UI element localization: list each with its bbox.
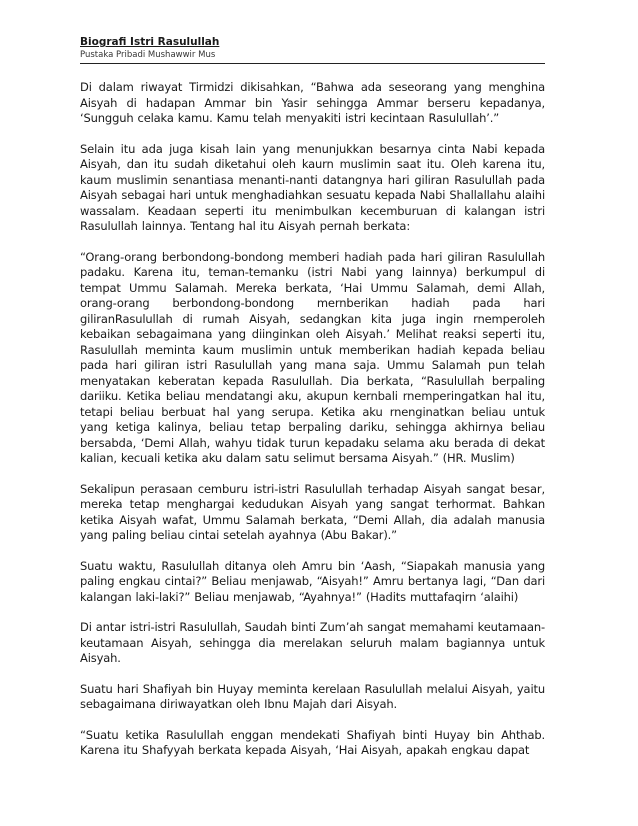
paragraph: Di dalam riwayat Tirmidzi dikisahkan, “Bahwa ada seseorang yang menghina Aisyah di hadapan Ammar bin Yasir sehingga Ammar berseru kepadanya, ‘Sungguh celaka kamu. Kamu telah menyakiti istri kecintaan Rasulullah’.” bbox=[80, 80, 545, 125]
paragraph: “Orang-orang berbondong-bondong memberi hadiah pada hari giliran Rasulullah padaku. Karena itu, teman-temanku (istri Nabi yang lainnya) berkumpul di tempat Ummu Salamah. Mereka berkata, ‘Hai Ummu Salamah, demi Allah, orang-orang berbondong-bondong mernberikan hadiah pada hari giliranRasulullah di rumah Aisyah, sedangkan kita juga ingin rnemperoleh kebaikan sebagaimana yang diinginkan oleh Aisyah.’ Melihat reaksi seperti itu, Rasulullah meminta kaum muslimin untuk memberikan hadiah kepada beliau pada hari giliran istri Rasulullah yang mana saja. Ummu Salamah pun telah menyatakan keberatan kepada Rasulullah. Dia berkata, “Rasulullah berpaling dariiku. Ketika beliau mendatangi aku, akupun kernbali rnemperingatkan hal itu, tetapi beliau berbuat hal yang serupa. Ketika aku rnenginatkan beliau untuk yang ketiga kalinya, beliau tetap berpaling dariku, sehingga akhirnya beliau bersabda, ‘Demi Allah, wahyu tidak turun kepadaku selama aku berada di dekat kalian, kecuali ketika aku dalam satu selimut bersama Aisyah.” (HR. Muslim) bbox=[80, 249, 545, 465]
paragraph: Suatu hari Shafiyah bin Huyay meminta kerelaan Rasulullah melalui Aisyah, yaitu sebagaimana diriwayatkan oleh Ibnu Majah dari Aisyah. bbox=[80, 681, 545, 711]
document-page bbox=[80, 36, 545, 774]
paragraph: “Suatu ketika Rasulullah enggan mendekati Shafiyah binti Huyay bin Ahthab. Karena itu Shafyyah berkata kepada Aisyah, ‘Hai Aisyah, apakah engkau dapat bbox=[80, 727, 545, 757]
paragraph: Di antar istri-istri Rasulullah, Saudah binti Zum’ah sangat memahami keutamaan- keutamaan Aisyah, sehingga dia merelakan seluruh malam bagiannya untuk Aisyah. bbox=[80, 620, 546, 665]
paragraph: Sekalipun perasaan cemburu istri-istri Rasulullah terhadap Aisyah sangat besar, mereka tetap menghargai kedudukan Aisyah yang sangat terhormat. Bahkan ketika Aisyah wafat, Ummu Salamah berkata, “Demi Allah, dia adalah manusia yang paling beliau cintai setelah ayahnya (Abu Bakar).” bbox=[80, 481, 545, 542]
paragraph: Suatu waktu, Rasulullah ditanya oleh Amru bin ‘Aash, “Siapakah manusia yang paling engkau cintai?” Beliau menjawab, “Aisyah!” Amru bertanya lagi, “Dan dari kalangan laki-laki?” Beliau menjawab, “Ayahnya!” (Hadits muttafaqirn ‘alaihi) bbox=[80, 558, 545, 604]
document-title: Biografi Istri Rasulullah bbox=[80, 36, 220, 48]
paragraph: Selain itu ada juga kisah lain yang menunjukkan besarnya cinta Nabi kepada Aisyah, dan itu sudah diketahui oleh kaurn muslimin saat itu. Oleh karena itu, kaum muslimin senantiasa menanti-nanti datangnya hari giliran Rasulullah pada Aisyah sebagai hari untuk menghadiahkan sesuatu kepada Nabi Shallallahu alaihi wassalam. Keadaan seperti itu menimbulkan kecemburuan di kalangan istri Rasulullah lainnya. Tentang hal itu Aisyah pernah berkata: bbox=[80, 141, 545, 233]
document-subtitle: Pustaka Pribadi Mushawwir Mus bbox=[80, 50, 545, 64]
document-header bbox=[80, 36, 545, 64]
document-body bbox=[80, 80, 545, 759]
